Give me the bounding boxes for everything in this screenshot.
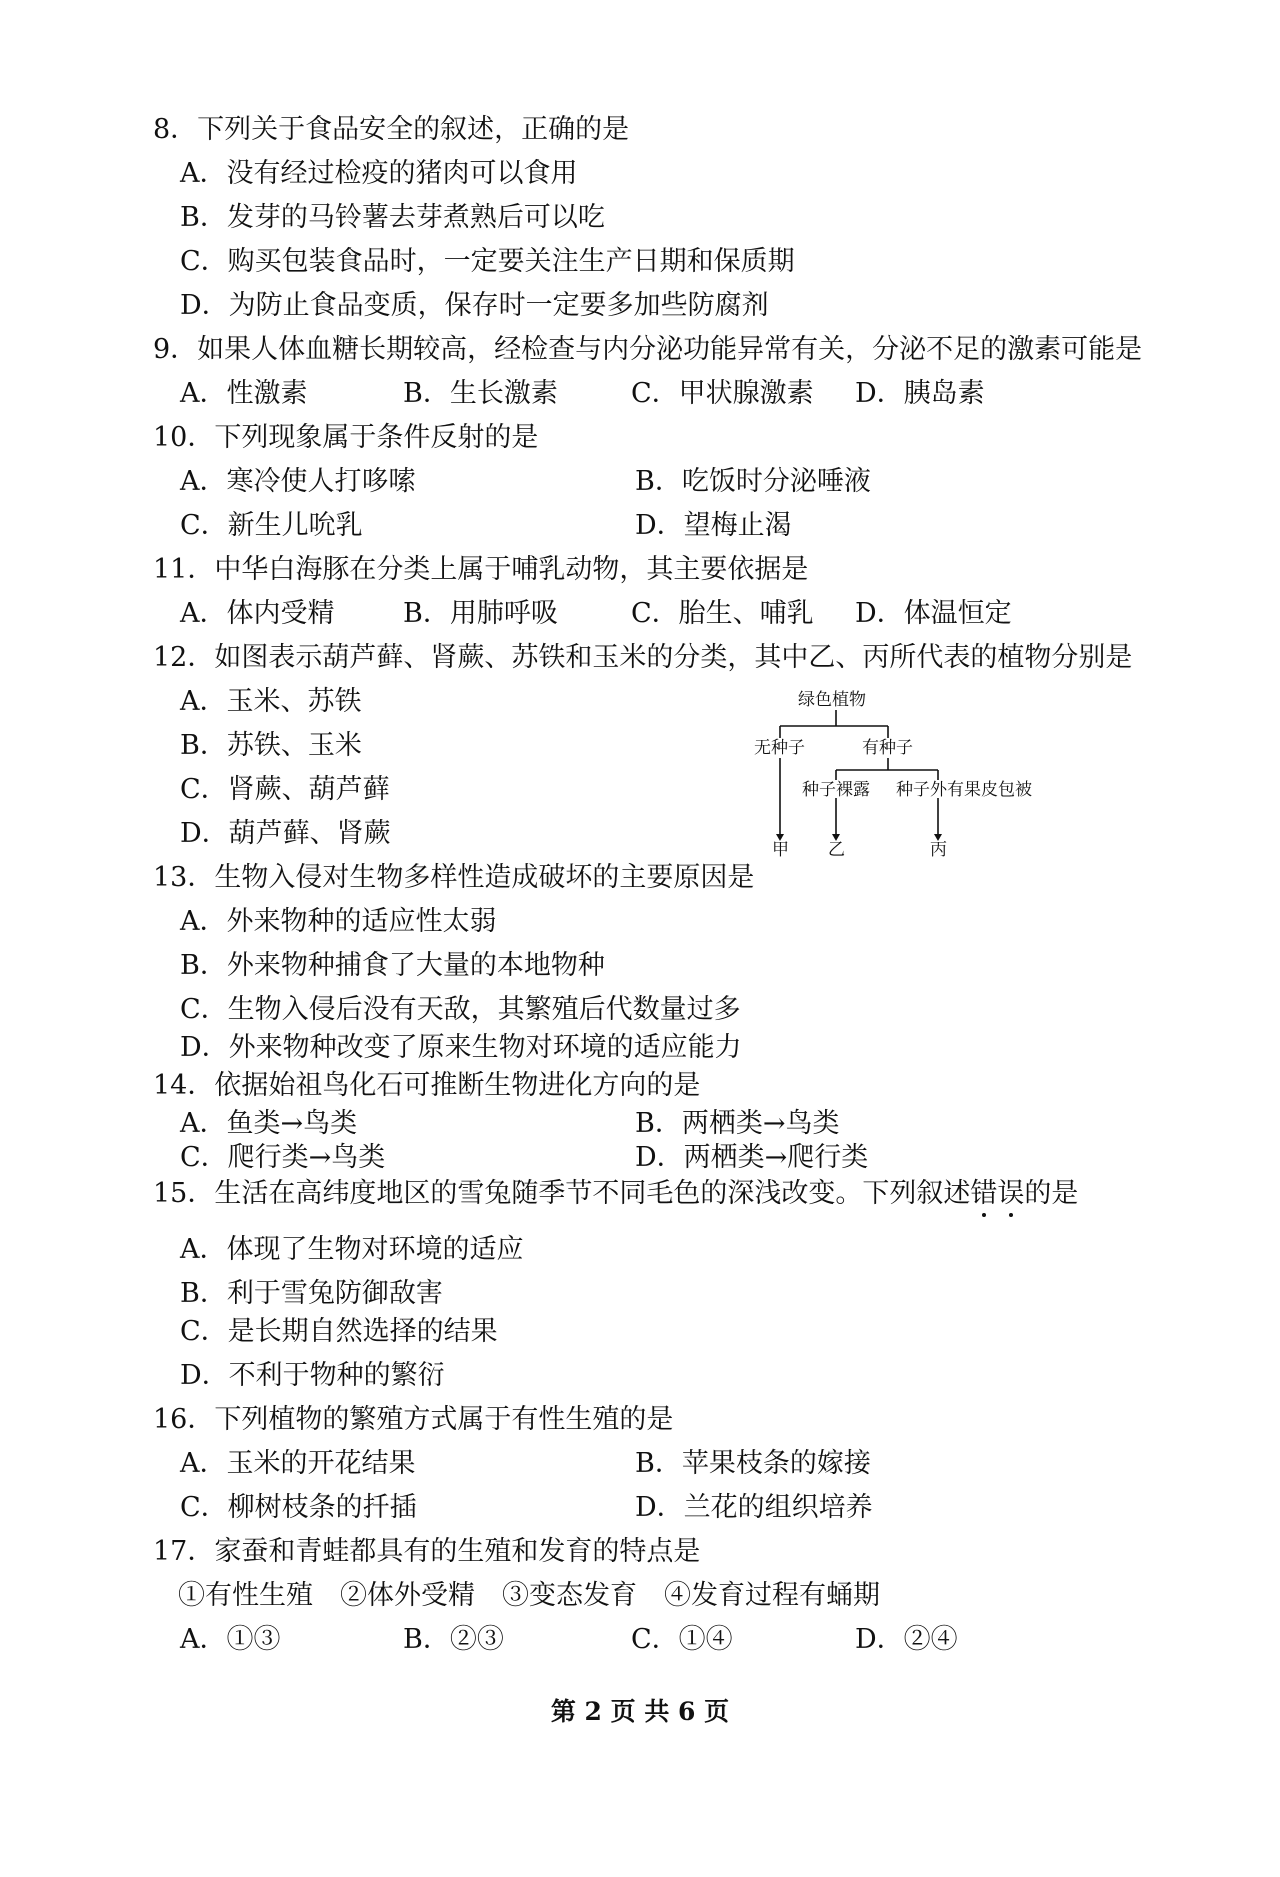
question-8-option-c: C．购买包装食品时，一定要关注生产日期和保质期 bbox=[180, 246, 795, 277]
question-10-option-a: A．寒冷使人打哆嗦 bbox=[180, 466, 416, 497]
question-12-option-c: C．肾蕨、葫芦藓 bbox=[180, 774, 390, 805]
question-9-option-c: C．甲状腺激素 bbox=[631, 378, 814, 409]
question-14-option-c: C．爬行类→鸟类 bbox=[180, 1142, 386, 1173]
diagram-leaf-jia: 甲 bbox=[772, 840, 789, 860]
diagram-seed-covered-label: 种子外有果皮包被 bbox=[896, 780, 1032, 800]
question-9-option-d: D．胰岛素 bbox=[855, 378, 985, 409]
question-13-option-d: D．外来物种改变了原来生物对环境的适应能力 bbox=[180, 1032, 742, 1063]
question-17-option-d: D．②④ bbox=[855, 1624, 958, 1655]
question-12-option-d: D．葫芦藓、肾蕨 bbox=[180, 818, 391, 849]
question-14-option-a: A．鱼类→鸟类 bbox=[180, 1108, 358, 1139]
question-9-option-a: A．性激素 bbox=[180, 378, 308, 409]
question-12-stem: 12．如图表示葫芦藓、肾蕨、苏铁和玉米的分类，其中乙、丙所代表的植物分别是 bbox=[153, 642, 1133, 673]
diagram-lines bbox=[740, 688, 1070, 858]
question-10-stem: 10．下列现象属于条件反射的是 bbox=[153, 422, 539, 453]
question-17-option-a: A．①③ bbox=[180, 1624, 281, 1655]
question-17-option-c: C．①④ bbox=[631, 1624, 733, 1655]
question-10-option-b: B．吃饭时分泌唾液 bbox=[635, 466, 871, 497]
question-13-stem: 13．生物入侵对生物多样性造成破坏的主要原因是 bbox=[153, 862, 755, 893]
question-9-stem: 9．如果人体血糖长期较高，经检查与内分泌功能异常有关，分泌不足的激素可能是 bbox=[153, 334, 1143, 365]
question-16-option-a: A．玉米的开花结果 bbox=[180, 1448, 416, 1479]
emphasis-char-1: 错 bbox=[970, 1178, 998, 1209]
question-14-stem: 14．依据始祖鸟化石可推断生物进化方向的是 bbox=[153, 1070, 701, 1101]
question-16-stem: 16．下列植物的繁殖方式属于有性生殖的是 bbox=[153, 1404, 674, 1435]
question-13-option-b: B．外来物种捕食了大量的本地物种 bbox=[180, 950, 605, 981]
question-16-option-b: B．苹果枝条的嫁接 bbox=[635, 1448, 871, 1479]
question-8-option-a: A．没有经过检疫的猪肉可以食用 bbox=[180, 158, 578, 189]
question-10-option-c: C．新生儿吮乳 bbox=[180, 510, 363, 541]
question-11-option-a: A．体内受精 bbox=[180, 598, 335, 629]
question-17-statements: ①有性生殖 ②体外受精 ③变态发育 ④发育过程有蛹期 bbox=[178, 1580, 880, 1611]
question-12-option-b: B．苏铁、玉米 bbox=[180, 730, 362, 761]
question-11-option-b: B．用肺呼吸 bbox=[403, 598, 558, 629]
question-16-option-d: D．兰花的组织培养 bbox=[635, 1492, 873, 1523]
diagram-leaf-yi: 乙 bbox=[828, 840, 845, 860]
question-17-option-b: B．②③ bbox=[403, 1624, 504, 1655]
plant-classification-diagram bbox=[740, 688, 1070, 858]
question-11-option-c: C．胎生、哺乳 bbox=[631, 598, 814, 629]
question-11-stem: 11．中华白海豚在分类上属于哺乳动物，其主要依据是 bbox=[153, 554, 809, 585]
question-15-option-b: B．利于雪兔防御敌害 bbox=[180, 1278, 443, 1309]
question-8-option-b: B．发芽的马铃薯去芽煮熟后可以吃 bbox=[180, 202, 605, 233]
emphasis-char-2: 误 bbox=[997, 1178, 1025, 1209]
question-14-option-d: D．两栖类→爬行类 bbox=[635, 1142, 869, 1173]
question-15-stem-before: 15．生活在高纬度地区的雪兔随季节不同毛色的深浅改变。下列叙述 bbox=[153, 1178, 971, 1209]
diagram-seed-naked-label: 种子裸露 bbox=[802, 780, 870, 800]
question-15-stem-after: 的是 bbox=[1024, 1178, 1079, 1209]
question-17-stem: 17．家蚕和青蛙都具有的生殖和发育的特点是 bbox=[153, 1536, 701, 1567]
diagram-no-seed-label: 无种子 bbox=[754, 738, 805, 758]
question-9-option-b: B．生长激素 bbox=[403, 378, 558, 409]
question-13-option-a: A．外来物种的适应性太弱 bbox=[180, 906, 497, 937]
question-13-option-c: C．生物入侵后没有天敌，其繁殖后代数量过多 bbox=[180, 994, 741, 1025]
page-number-footer: 第 2 页 共 6 页 bbox=[550, 1697, 730, 1726]
question-15-stem bbox=[153, 1176, 1078, 1212]
diagram-root-label: 绿色植物 bbox=[798, 690, 866, 710]
question-14-option-b: B．两栖类→鸟类 bbox=[635, 1108, 840, 1139]
question-8-option-d: D．为防止食品变质，保存时一定要多加些防腐剂 bbox=[180, 290, 769, 321]
question-12-option-a: A．玉米、苏铁 bbox=[180, 686, 362, 717]
question-11-option-d: D．体温恒定 bbox=[855, 598, 1012, 629]
question-15-option-c: C．是长期自然选择的结果 bbox=[180, 1316, 498, 1347]
question-8-stem: 8．下列关于食品安全的叙述，正确的是 bbox=[153, 114, 630, 145]
question-15-option-a: A．体现了生物对环境的适应 bbox=[180, 1234, 524, 1265]
diagram-leaf-bing: 丙 bbox=[930, 840, 947, 860]
question-10-option-d: D．望梅止渴 bbox=[635, 510, 792, 541]
question-15-option-d: D．不利于物种的繁衍 bbox=[180, 1360, 445, 1391]
question-16-option-c: C．柳树枝条的扦插 bbox=[180, 1492, 417, 1523]
diagram-has-seed-label: 有种子 bbox=[862, 738, 913, 758]
